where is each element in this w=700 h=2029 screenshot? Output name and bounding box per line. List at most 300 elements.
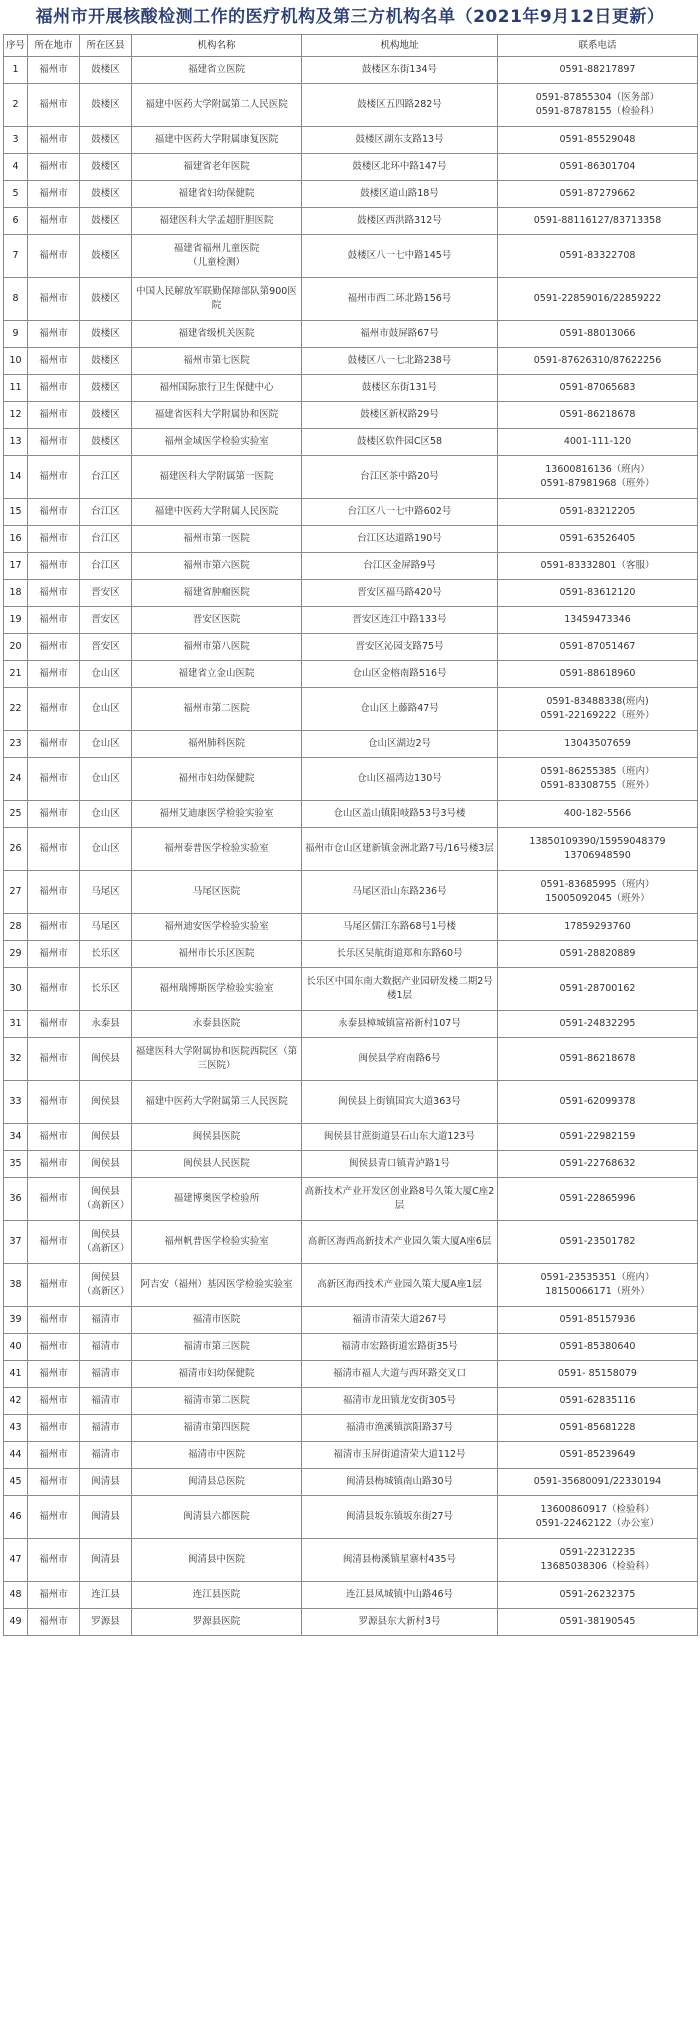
cell-city: 福州市 xyxy=(28,580,80,607)
cell-district: 闽侯县 xyxy=(80,1038,132,1081)
cell-city: 福州市 xyxy=(28,688,80,731)
cell-district: 鼓楼区 xyxy=(80,278,132,321)
cell-district: 鼓楼区 xyxy=(80,57,132,84)
cell-phone: 13459473346 xyxy=(498,607,698,634)
cell-seq: 45 xyxy=(4,1469,28,1496)
cell-address: 晋安区福马路420号 xyxy=(302,580,498,607)
cell-seq: 10 xyxy=(4,348,28,375)
column-header-seq: 序号 xyxy=(4,35,28,57)
cell-phone: 0591-83212205 xyxy=(498,499,698,526)
cell-district: 福清市 xyxy=(80,1442,132,1469)
cell-phone: 0591-22865996 xyxy=(498,1178,698,1221)
cell-seq: 21 xyxy=(4,661,28,688)
cell-phone: 0591-83488338(班内) 0591-22169222（班外） xyxy=(498,688,698,731)
cell-address: 长乐区吴航街道郑和东路60号 xyxy=(302,941,498,968)
cell-district: 闽清县 xyxy=(80,1469,132,1496)
table-row xyxy=(4,429,698,456)
cell-address: 仓山区金榕南路516号 xyxy=(302,661,498,688)
cell-city: 福州市 xyxy=(28,801,80,828)
cell-address: 长乐区中国东南大数据产业园研发楼二期2号楼1层 xyxy=(302,968,498,1011)
cell-district: 鼓楼区 xyxy=(80,235,132,278)
cell-phone: 0591-62099378 xyxy=(498,1081,698,1124)
table-row xyxy=(4,402,698,429)
cell-institution-name: 福州泰普医学检验实验室 xyxy=(132,828,302,871)
cell-institution-name: 福州市妇幼保健院 xyxy=(132,758,302,801)
cell-phone: 0591-22982159 xyxy=(498,1124,698,1151)
cell-city: 福州市 xyxy=(28,154,80,181)
cell-address: 鼓楼区软件园C区58 xyxy=(302,429,498,456)
cell-seq: 16 xyxy=(4,526,28,553)
cell-institution-name: 马尾区医院 xyxy=(132,871,302,914)
cell-address: 福清市宏路街道宏路街35号 xyxy=(302,1334,498,1361)
cell-institution-name: 闽清县六都医院 xyxy=(132,1496,302,1539)
cell-city: 福州市 xyxy=(28,758,80,801)
table-row xyxy=(4,731,698,758)
cell-district: 鼓楼区 xyxy=(80,375,132,402)
cell-seq: 18 xyxy=(4,580,28,607)
cell-institution-name: 闽侯县人民医院 xyxy=(132,1151,302,1178)
cell-seq: 9 xyxy=(4,321,28,348)
cell-seq: 44 xyxy=(4,1442,28,1469)
cell-institution-name: 闽清县中医院 xyxy=(132,1539,302,1582)
cell-address: 鼓楼区东街131号 xyxy=(302,375,498,402)
cell-institution-name: 福州市第二医院 xyxy=(132,688,302,731)
cell-address: 福州市仓山区建新镇金洲北路7号/16号楼3层 xyxy=(302,828,498,871)
table-row xyxy=(4,828,698,871)
cell-district: 闽侯县 xyxy=(80,1151,132,1178)
cell-institution-name: 福清市中医院 xyxy=(132,1442,302,1469)
cell-seq: 37 xyxy=(4,1221,28,1264)
cell-institution-name: 闽清县总医院 xyxy=(132,1469,302,1496)
cell-city: 福州市 xyxy=(28,1496,80,1539)
cell-city: 福州市 xyxy=(28,321,80,348)
table-row xyxy=(4,1221,698,1264)
cell-seq: 36 xyxy=(4,1178,28,1221)
cell-seq: 34 xyxy=(4,1124,28,1151)
table-row xyxy=(4,1124,698,1151)
cell-city: 福州市 xyxy=(28,634,80,661)
cell-institution-name: 福建中医药大学附属康复医院 xyxy=(132,127,302,154)
table-row xyxy=(4,1442,698,1469)
cell-institution-name: 福建省立金山医院 xyxy=(132,661,302,688)
cell-city: 福州市 xyxy=(28,375,80,402)
cell-district: 福清市 xyxy=(80,1388,132,1415)
table-row xyxy=(4,634,698,661)
cell-address: 鼓楼区新权路29号 xyxy=(302,402,498,429)
table-row xyxy=(4,661,698,688)
cell-city: 福州市 xyxy=(28,84,80,127)
cell-address: 鼓楼区八一七中路145号 xyxy=(302,235,498,278)
cell-address: 仓山区盖山镇阳岐路53号3号楼 xyxy=(302,801,498,828)
column-header-address: 机构地址 xyxy=(302,35,498,57)
table-row xyxy=(4,914,698,941)
cell-seq: 46 xyxy=(4,1496,28,1539)
cell-phone: 0591-87065683 xyxy=(498,375,698,402)
cell-district: 连江县 xyxy=(80,1582,132,1609)
cell-institution-name: 福清市医院 xyxy=(132,1307,302,1334)
cell-phone: 0591-22312235 13685038306（检验科） xyxy=(498,1539,698,1582)
cell-institution-name: 福州市第六医院 xyxy=(132,553,302,580)
cell-address: 福清市龙田镇龙安街305号 xyxy=(302,1388,498,1415)
cell-district: 台江区 xyxy=(80,456,132,499)
cell-city: 福州市 xyxy=(28,402,80,429)
table-row xyxy=(4,871,698,914)
cell-district: 罗源县 xyxy=(80,1609,132,1636)
cell-institution-name: 福州迪安医学检验实验室 xyxy=(132,914,302,941)
cell-seq: 13 xyxy=(4,429,28,456)
cell-phone: 0591-86255385（班内） 0591-83308755（班外） xyxy=(498,758,698,801)
cell-seq: 7 xyxy=(4,235,28,278)
cell-address: 福州市西二环北路156号 xyxy=(302,278,498,321)
table-row xyxy=(4,84,698,127)
cell-institution-name: 福州金域医学检验实验室 xyxy=(132,429,302,456)
cell-district: 福清市 xyxy=(80,1307,132,1334)
table-row xyxy=(4,801,698,828)
table-row xyxy=(4,1334,698,1361)
cell-institution-name: 福州国际旅行卫生保健中心 xyxy=(132,375,302,402)
column-header-name: 机构名称 xyxy=(132,35,302,57)
cell-address: 鼓楼区八一七北路238号 xyxy=(302,348,498,375)
cell-address: 闽侯县甘蔗街道昙石山东大道123号 xyxy=(302,1124,498,1151)
cell-seq: 2 xyxy=(4,84,28,127)
column-header-district: 所在区县 xyxy=(80,35,132,57)
cell-city: 福州市 xyxy=(28,1221,80,1264)
table-row xyxy=(4,1178,698,1221)
column-header-city: 所在地市 xyxy=(28,35,80,57)
cell-address: 闽侯县学府南路6号 xyxy=(302,1038,498,1081)
cell-phone: 0591-23535351（班内） 18150066171（班外） xyxy=(498,1264,698,1307)
cell-seq: 20 xyxy=(4,634,28,661)
cell-address: 闽清县坂东镇坂东街27号 xyxy=(302,1496,498,1539)
cell-city: 福州市 xyxy=(28,968,80,1011)
cell-phone: 0591-63526405 xyxy=(498,526,698,553)
cell-seq: 30 xyxy=(4,968,28,1011)
cell-seq: 25 xyxy=(4,801,28,828)
cell-address: 鼓楼区北环中路147号 xyxy=(302,154,498,181)
cell-institution-name: 永泰县医院 xyxy=(132,1011,302,1038)
cell-district: 仓山区 xyxy=(80,801,132,828)
cell-institution-name: 福清市第三医院 xyxy=(132,1334,302,1361)
cell-district: 福清市 xyxy=(80,1415,132,1442)
table-row xyxy=(4,553,698,580)
cell-address: 高新技术产业开发区创业路8号久策大厦C座2层 xyxy=(302,1178,498,1221)
cell-seq: 33 xyxy=(4,1081,28,1124)
cell-institution-name: 福建省医科大学附属协和医院 xyxy=(132,402,302,429)
cell-phone: 0591-23501782 xyxy=(498,1221,698,1264)
cell-institution-name: 罗源县医院 xyxy=(132,1609,302,1636)
table-row xyxy=(4,1415,698,1442)
cell-phone: 0591-85380640 xyxy=(498,1334,698,1361)
cell-institution-name: 福建医科大学孟超肝胆医院 xyxy=(132,208,302,235)
cell-address: 晋安区沁园支路75号 xyxy=(302,634,498,661)
cell-district: 马尾区 xyxy=(80,914,132,941)
table-row xyxy=(4,1539,698,1582)
cell-seq: 49 xyxy=(4,1609,28,1636)
table-row xyxy=(4,278,698,321)
cell-address: 永泰县樟城镇富裕新村107号 xyxy=(302,1011,498,1038)
cell-address: 鼓楼区五四路282号 xyxy=(302,84,498,127)
cell-district: 闽清县 xyxy=(80,1496,132,1539)
cell-city: 福州市 xyxy=(28,1388,80,1415)
cell-phone: 0591-28820889 xyxy=(498,941,698,968)
cell-district: 福清市 xyxy=(80,1361,132,1388)
cell-address: 台江区金屏路9号 xyxy=(302,553,498,580)
cell-district: 鼓楼区 xyxy=(80,208,132,235)
cell-phone: 0591-88013066 xyxy=(498,321,698,348)
cell-phone: 0591-85239649 xyxy=(498,1442,698,1469)
cell-phone: 4001-111-120 xyxy=(498,429,698,456)
cell-city: 福州市 xyxy=(28,553,80,580)
cell-seq: 47 xyxy=(4,1539,28,1582)
cell-phone: 0591-87626310/87622256 xyxy=(498,348,698,375)
table-row xyxy=(4,1038,698,1081)
cell-phone: 0591-83685995（班内） 15005092045（班外） xyxy=(498,871,698,914)
cell-phone: 13600860917（检验科） 0591-22462122（办公室） xyxy=(498,1496,698,1539)
table-row xyxy=(4,1609,698,1636)
cell-seq: 19 xyxy=(4,607,28,634)
table-row xyxy=(4,1151,698,1178)
cell-address: 马尾区儒江东路68号1号楼 xyxy=(302,914,498,941)
cell-address: 高新区海西技术产业园久策大厦A座1层 xyxy=(302,1264,498,1307)
cell-seq: 14 xyxy=(4,456,28,499)
cell-institution-name: 福州肺科医院 xyxy=(132,731,302,758)
cell-seq: 17 xyxy=(4,553,28,580)
cell-address: 福清市玉屏街道清荣大道112号 xyxy=(302,1442,498,1469)
cell-institution-name: 福建医科大学附属第一医院 xyxy=(132,456,302,499)
cell-city: 福州市 xyxy=(28,526,80,553)
table-row xyxy=(4,181,698,208)
cell-seq: 39 xyxy=(4,1307,28,1334)
cell-seq: 32 xyxy=(4,1038,28,1081)
cell-city: 福州市 xyxy=(28,348,80,375)
cell-institution-name: 福建省立医院 xyxy=(132,57,302,84)
cell-institution-name: 福州艾迪康医学检验实验室 xyxy=(132,801,302,828)
cell-phone: 13600816136（班内） 0591-87981968（班外） xyxy=(498,456,698,499)
cell-district: 鼓楼区 xyxy=(80,321,132,348)
cell-seq: 38 xyxy=(4,1264,28,1307)
table-row xyxy=(4,526,698,553)
cell-phone: 13043507659 xyxy=(498,731,698,758)
cell-city: 福州市 xyxy=(28,278,80,321)
table-row xyxy=(4,688,698,731)
cell-phone: 0591-24832295 xyxy=(498,1011,698,1038)
table-row xyxy=(4,375,698,402)
cell-seq: 3 xyxy=(4,127,28,154)
cell-phone: 0591-26232375 xyxy=(498,1582,698,1609)
cell-phone: 400-182-5566 xyxy=(498,801,698,828)
table-row xyxy=(4,1388,698,1415)
cell-phone: 0591-88116127/83713358 xyxy=(498,208,698,235)
cell-district: 仓山区 xyxy=(80,731,132,758)
cell-seq: 41 xyxy=(4,1361,28,1388)
cell-city: 福州市 xyxy=(28,1081,80,1124)
cell-seq: 27 xyxy=(4,871,28,914)
cell-district: 鼓楼区 xyxy=(80,127,132,154)
cell-city: 福州市 xyxy=(28,1178,80,1221)
cell-institution-name: 福建中医药大学附属第三人民医院 xyxy=(132,1081,302,1124)
cell-phone: 0591-88217897 xyxy=(498,57,698,84)
cell-phone: 0591-86218678 xyxy=(498,402,698,429)
cell-district: 闽侯县 （高新区） xyxy=(80,1264,132,1307)
cell-seq: 12 xyxy=(4,402,28,429)
cell-city: 福州市 xyxy=(28,499,80,526)
cell-address: 台江区达道路190号 xyxy=(302,526,498,553)
table-row xyxy=(4,1582,698,1609)
cell-institution-name: 中国人民解放军联勤保障部队第900医院 xyxy=(132,278,302,321)
table-row xyxy=(4,57,698,84)
cell-district: 鼓楼区 xyxy=(80,348,132,375)
cell-phone: 0591-38190545 xyxy=(498,1609,698,1636)
table-row xyxy=(4,1496,698,1539)
cell-address: 台江区八一七中路602号 xyxy=(302,499,498,526)
cell-phone: 0591-86218678 xyxy=(498,1038,698,1081)
cell-seq: 42 xyxy=(4,1388,28,1415)
cell-city: 福州市 xyxy=(28,871,80,914)
cell-phone: 0591-85157936 xyxy=(498,1307,698,1334)
cell-seq: 5 xyxy=(4,181,28,208)
cell-seq: 24 xyxy=(4,758,28,801)
cell-address: 福清市清荣大道267号 xyxy=(302,1307,498,1334)
cell-phone: 0591-87855304（医务部） 0591-87878155（检验科） xyxy=(498,84,698,127)
cell-seq: 28 xyxy=(4,914,28,941)
cell-phone: 0591-85529048 xyxy=(498,127,698,154)
table-row xyxy=(4,208,698,235)
cell-district: 台江区 xyxy=(80,553,132,580)
cell-district: 晋安区 xyxy=(80,634,132,661)
cell-district: 鼓楼区 xyxy=(80,181,132,208)
cell-city: 福州市 xyxy=(28,208,80,235)
cell-institution-name: 福清市第二医院 xyxy=(132,1388,302,1415)
cell-phone: 17859293760 xyxy=(498,914,698,941)
cell-city: 福州市 xyxy=(28,914,80,941)
cell-city: 福州市 xyxy=(28,828,80,871)
cell-district: 台江区 xyxy=(80,526,132,553)
table-row xyxy=(4,348,698,375)
cell-city: 福州市 xyxy=(28,181,80,208)
cell-address: 鼓楼区湖东支路13号 xyxy=(302,127,498,154)
cell-seq: 35 xyxy=(4,1151,28,1178)
table-row xyxy=(4,607,698,634)
cell-district: 仓山区 xyxy=(80,758,132,801)
cell-address: 闽侯县上街镇国宾大道363号 xyxy=(302,1081,498,1124)
cell-address: 台江区茶中路20号 xyxy=(302,456,498,499)
cell-institution-name: 福建省老年医院 xyxy=(132,154,302,181)
table-row xyxy=(4,1469,698,1496)
cell-city: 福州市 xyxy=(28,607,80,634)
cell-district: 仓山区 xyxy=(80,661,132,688)
cell-institution-name: 阿吉安（福州）基因医学检验实验室 xyxy=(132,1264,302,1307)
cell-institution-name: 福清市妇幼保健院 xyxy=(132,1361,302,1388)
cell-institution-name: 福建医科大学附属协和医院西院区（第三医院） xyxy=(132,1038,302,1081)
cell-city: 福州市 xyxy=(28,1011,80,1038)
cell-district: 鼓楼区 xyxy=(80,154,132,181)
cell-district: 马尾区 xyxy=(80,871,132,914)
table-row xyxy=(4,1307,698,1334)
cell-city: 福州市 xyxy=(28,1361,80,1388)
cell-district: 鼓楼区 xyxy=(80,402,132,429)
cell-institution-name: 福建省肿瘤医院 xyxy=(132,580,302,607)
table-header-row xyxy=(4,35,698,57)
cell-address: 仓山区上藤路47号 xyxy=(302,688,498,731)
cell-seq: 1 xyxy=(4,57,28,84)
table-body xyxy=(4,57,698,1636)
table-row xyxy=(4,154,698,181)
cell-city: 福州市 xyxy=(28,127,80,154)
cell-address: 福州市鼓屏路67号 xyxy=(302,321,498,348)
cell-institution-name: 福建省妇幼保健院 xyxy=(132,181,302,208)
cell-address: 高新区海西高新技术产业园久策大厦A座6层 xyxy=(302,1221,498,1264)
cell-address: 福清市福人大道与西环路交叉口 xyxy=(302,1361,498,1388)
institution-table xyxy=(3,34,698,1636)
cell-institution-name: 福州市第八医院 xyxy=(132,634,302,661)
cell-district: 仓山区 xyxy=(80,828,132,871)
table-row xyxy=(4,456,698,499)
cell-seq: 29 xyxy=(4,941,28,968)
cell-phone: 0591- 85158079 xyxy=(498,1361,698,1388)
cell-institution-name: 福建博奥医学检验所 xyxy=(132,1178,302,1221)
cell-institution-name: 福建中医药大学附属第二人民医院 xyxy=(132,84,302,127)
cell-phone: 0591-62835116 xyxy=(498,1388,698,1415)
cell-seq: 23 xyxy=(4,731,28,758)
cell-district: 长乐区 xyxy=(80,941,132,968)
cell-district: 仓山区 xyxy=(80,688,132,731)
cell-address: 仓山区湖边2号 xyxy=(302,731,498,758)
cell-institution-name: 福建省级机关医院 xyxy=(132,321,302,348)
cell-institution-name: 福州帆普医学检验实验室 xyxy=(132,1221,302,1264)
table-row xyxy=(4,1264,698,1307)
cell-seq: 15 xyxy=(4,499,28,526)
cell-seq: 43 xyxy=(4,1415,28,1442)
cell-phone: 0591-87051467 xyxy=(498,634,698,661)
cell-institution-name: 福建中医药大学附属人民医院 xyxy=(132,499,302,526)
cell-city: 福州市 xyxy=(28,57,80,84)
cell-phone: 0591-83322708 xyxy=(498,235,698,278)
cell-seq: 31 xyxy=(4,1011,28,1038)
cell-district: 闽侯县 xyxy=(80,1081,132,1124)
cell-institution-name: 闽侯县医院 xyxy=(132,1124,302,1151)
table-row xyxy=(4,127,698,154)
cell-city: 福州市 xyxy=(28,731,80,758)
cell-institution-name: 福州市第七医院 xyxy=(132,348,302,375)
cell-district: 福清市 xyxy=(80,1334,132,1361)
cell-seq: 4 xyxy=(4,154,28,181)
cell-institution-name: 福州市长乐区医院 xyxy=(132,941,302,968)
cell-seq: 11 xyxy=(4,375,28,402)
cell-city: 福州市 xyxy=(28,1124,80,1151)
cell-address: 连江县凤城镇中山路46号 xyxy=(302,1582,498,1609)
cell-phone: 0591-87279662 xyxy=(498,181,698,208)
cell-institution-name: 福清市第四医院 xyxy=(132,1415,302,1442)
cell-district: 长乐区 xyxy=(80,968,132,1011)
cell-address: 罗源县东大新村3号 xyxy=(302,1609,498,1636)
cell-city: 福州市 xyxy=(28,1334,80,1361)
cell-city: 福州市 xyxy=(28,429,80,456)
cell-city: 福州市 xyxy=(28,235,80,278)
cell-city: 福州市 xyxy=(28,1151,80,1178)
cell-district: 台江区 xyxy=(80,499,132,526)
cell-district: 鼓楼区 xyxy=(80,429,132,456)
table-row xyxy=(4,235,698,278)
cell-address: 鼓楼区东街134号 xyxy=(302,57,498,84)
cell-institution-name: 福州市第一医院 xyxy=(132,526,302,553)
document-title: 福州市开展核酸检测工作的医疗机构及第三方机构名单（2021年9月12日更新） xyxy=(35,7,665,27)
cell-phone: 0591-22768632 xyxy=(498,1151,698,1178)
cell-address: 晋安区连江中路133号 xyxy=(302,607,498,634)
cell-phone: 0591-83332801（客服） xyxy=(498,553,698,580)
cell-city: 福州市 xyxy=(28,1469,80,1496)
cell-city: 福州市 xyxy=(28,1038,80,1081)
cell-phone: 0591-83612120 xyxy=(498,580,698,607)
